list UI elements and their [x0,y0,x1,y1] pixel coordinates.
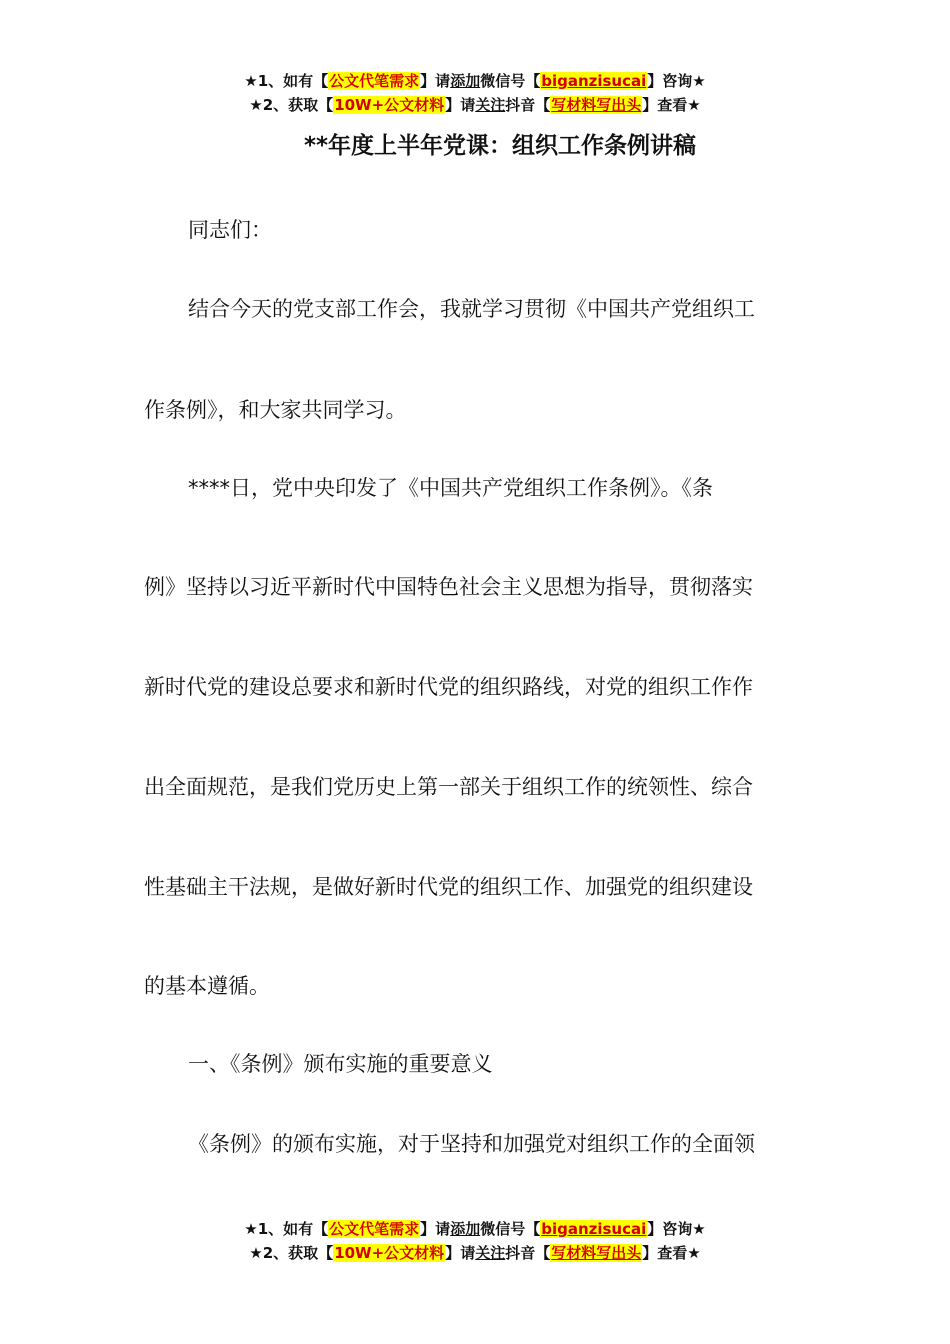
douyin-id-highlight: 写材料写出头 [551,96,642,114]
underlined-text: 关注 [475,96,506,114]
banner-text: 】请 [445,96,476,114]
banner-text: 】查看★ [642,1244,701,1262]
underlined-text: 关注 [475,1244,506,1262]
banner-text: 】请 [445,1244,476,1262]
wechat-id-highlight: biganzisucai [541,1220,647,1238]
paragraph-line: 的基本遵循。 [144,974,270,998]
paragraph-line: 例》坚持以习近平新时代中国特色社会主义思想为指导，贯彻落实 [144,575,753,599]
banner-text: 】请 [420,72,451,90]
banner-text: 微信号【 [480,72,541,90]
banner-text: 】咨询★ [647,1220,706,1238]
bottom-banner [0,1217,950,1265]
banner-text: ★1、如有【 [244,1220,329,1238]
salutation: 同志们： [188,218,272,242]
paragraph-line: ****日，党中央印发了《中国共产党组织工作条例》。《条 [188,476,713,500]
banner-text: 】查看★ [642,96,701,114]
banner-text: 微信号【 [480,1220,541,1238]
underlined-text: 添加 [450,72,481,90]
paragraph-line: 结合今天的党支部工作会，我就学习贯彻《中国共产党组织工 [188,297,755,321]
banner-text: 】咨询★ [647,72,706,90]
underlined-text: 添加 [450,1220,481,1238]
highlight-text: 10W+公文材料 [334,1244,445,1262]
paragraph-line: 性基础主干法规，是做好新时代党的组织工作、加强党的组织建设 [144,875,753,899]
banner-text: 抖音【 [505,96,551,114]
section-heading: 一、《条例》颁布实施的重要意义 [188,1052,493,1076]
paragraph-line: 出全面规范，是我们党历史上第一部关于组织工作的统领性、综合 [144,775,753,799]
highlight-text: 公文代笔需求 [329,72,420,90]
banner-text: ★2、获取【 [249,96,334,114]
banner-line-2 [0,1241,950,1265]
banner-text: 抖音【 [505,1244,551,1262]
paragraph-line: 作条例》，和大家共同学习。 [144,398,407,422]
banner-text: ★2、获取【 [249,1244,334,1262]
paragraph-line: 《条例》的颁布实施，对于坚持和加强党对组织工作的全面领 [188,1132,755,1156]
highlight-text: 10W+公文材料 [334,96,445,114]
paragraph-line: 新时代党的建设总要求和新时代党的组织路线，对党的组织工作作 [144,675,753,699]
document-body [144,0,804,1344]
document-title: **年度上半年党课：组织工作条例讲稿 [303,133,697,159]
banner-text: ★1、如有【 [244,72,329,90]
douyin-id-highlight: 写材料写出头 [551,1244,642,1262]
highlight-text: 公文代笔需求 [329,1220,420,1238]
banner-text: 】请 [420,1220,451,1238]
banner-line-1 [0,1217,950,1241]
wechat-id-highlight: biganzisucai [541,72,647,90]
